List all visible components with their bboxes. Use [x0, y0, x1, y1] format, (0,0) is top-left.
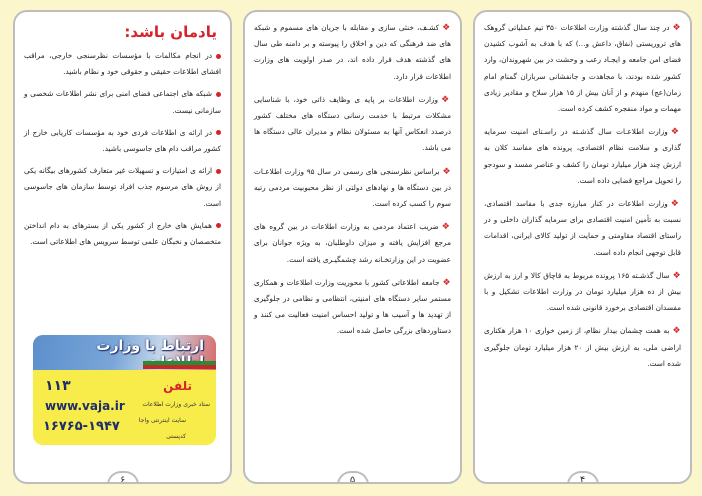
phone-description: ستاد خبری وزارت اطلاعات — [142, 401, 210, 408]
reminder-item: در ارائه ی اطلاعات فردی خود به مؤسسات کاریابی خارج از کشور مراقب دام های جاسوسی باشید. — [24, 127, 221, 154]
diamond-bullet-icon: ❖ — [442, 23, 451, 33]
page-4-paragraph-2: ❖وزارت اطلاعـات سال گذشـته در راسـتای امنیت سرمایه گذاری و سلامت نظام اقتصادی، پرونده های مفاسد کلان به ارزش چند هزار میلیارد تومان را کشف و عناصر مفسد و سودجو را تحویل مراجع قضایی داده است. — [484, 127, 681, 185]
page-4-content — [484, 20, 681, 379]
red-dot-icon — [216, 169, 221, 174]
page-4-paragraph-4: ❖سال گذشـته ۱۶۵ پرونده مربوط به قاچاق کالا و ارز به ارزش بیش از ده هزار میلیارد تومان در وزارت اطلاعات تشکیل و با مفسدان اقتصادی برخورد قانونی شده است. — [484, 270, 682, 313]
reminder-item: در انجام مکالمات با مؤسسات نظرسنجی خارجی، مراقب افشای اطلاعات حقیقی و حقوقی خود و نظام باشید. — [24, 51, 221, 77]
red-dot-icon — [216, 130, 221, 135]
page-5-paragraph-1: ❖کشـف، خنثی سازی و مقابله با جریان های مسموم و شبکه های ضد فرهنگی که دین و اخلاق را پیوسته و بر دامنه طی سال های گذشته هدف قرار داده اند، در صدر اولویت های وزارت اطلاعات قرار دارد. — [254, 23, 451, 81]
diamond-bullet-icon: ❖ — [672, 23, 681, 33]
red-dot-icon — [216, 92, 221, 97]
flag-stripe-red — [143, 365, 216, 369]
website-description: سایت اینترنتی واجا — [138, 417, 186, 424]
page-6-content — [24, 20, 221, 256]
page-number: ۴ — [567, 471, 599, 484]
page-5-content — [254, 20, 451, 347]
page-5-paragraph-2: ❖وزارت اطلاعات بر پایه ی وظایف ذاتی خود، با شناسایی مشکلات مرتبط با خدمت رسانی دستگاه های مختلف کشور درصدد انعکاس آنها به مسئولان نظام و مدیران عالی دستگاه ها می باشد. — [254, 94, 451, 153]
page-number: ۵ — [337, 471, 369, 484]
page-5-panel — [243, 10, 462, 484]
diamond-bullet-icon: ❖ — [442, 277, 451, 288]
red-dot-icon — [216, 223, 221, 228]
phone-number: ۱۱۳ — [45, 378, 71, 394]
page-number: ۶ — [107, 471, 139, 484]
reminder-item: همایش های خارج از کشور یکی از بسترهای به دام انداختن متخصصان و نخبگان علمی توسط سرویس های اطلاعاتی است. — [24, 220, 221, 247]
reminder-item: شبکه های اجتماعی فضای امنی برای نشر اطلاعات شخصی و سازمانی نیست. — [24, 89, 221, 115]
page-4-paragraph-1: ❖در چند سال گذشته وزارت اطلاعات ۳۵۰ تیم عملیاتی گروهک های تروریستی (نفاق، داعش و...) که با هدف به آشوب کشیدن فضای امن جامعه و ایجـاد رعب و وحشت در بین شهروندان، وارد کشور شده بودند، با مجاهدت و جانفشانی سربازان گمنام امام زمان(عج) منهدم و از آنان بیش از ۱۵ هزار سلاح و مقادیر زیادی مهمات و مواد منفجره کشف کرده است. — [484, 23, 681, 114]
diamond-bullet-icon: ❖ — [441, 94, 451, 105]
page-4-paragraph-3: ❖وزارت اطلاعات در کنار مبارزه جدی با مفاسد اقتصادی، نسبت به تأمین امنیت اقتصادی برای سرمایه گذاران داخلی و در راستای اقتصاد مقاومتی و حمایت از تولید کالای ایرانی، اقدامات قابل توجهی انجام داده است. — [484, 199, 681, 257]
postal-code: ۱۶۷۶۵-۱۹۴۷ — [43, 419, 120, 434]
page-5-paragraph-3: ❖براساس نظرسنجی های رسمی در سال ۹۵ وزارت اطلاعـات در بین دستگاه ها و نهادهای دولتی از نظر محبوبیت مردمی رتبه سوم را کسب کرده است. — [254, 166, 451, 209]
diamond-bullet-icon: ❖ — [672, 326, 681, 337]
page-6-panel — [13, 10, 232, 484]
page-6-title: یادمان باشد: — [124, 23, 217, 41]
page-5-paragraph-4: ❖ضریب اعتماد مردمی به وزارت اطلاعات در بین گروه های مرجع افزایش یافته و میزان داوطلبان، به ویژه جوانان برای عضویت در این وزارتخـانه رشد چشمگیـری یافته است. — [254, 222, 451, 264]
contact-card — [33, 335, 216, 445]
diamond-bullet-icon: ❖ — [672, 270, 682, 281]
page-4-panel — [473, 10, 692, 484]
phone-label: تلفن — [163, 379, 192, 393]
page-5-paragraph-5: ❖جامعه اطلاعاتی کشور با محوریت وزارت اطلاعات و همکاری مستمر سایر دستگاه های امنیتی، انتظامی و نظامی در جلوگیری از تهدید ها و آسیب ها و تولید احساس امنیت فعالیت می کنند و دستاوردهای بزرگی حاصل شده است. — [254, 277, 451, 336]
page-4-paragraph-5: ❖به همت چشمان بیدار نظام، از زمین خواری ۱۰ هزار هکتاری اراضی ملی، به ارزش بیش از ۲۰ هزار میلیارد تومان جلوگیری شده است. — [484, 326, 682, 368]
reminder-item: ارائه ی امتیازات و تسهیلات غیر متعارف کشورهای بیگانه یکی از روش های مرسوم جذب افراد توسط سازمان های جاسوسی است. — [24, 166, 221, 208]
diamond-bullet-icon: ❖ — [670, 127, 681, 138]
diamond-bullet-icon: ❖ — [442, 166, 451, 177]
diamond-bullet-icon: ❖ — [670, 199, 681, 210]
website-link[interactable]: www.vaja.ir — [45, 399, 125, 413]
postal-code-description: کدپستی — [166, 433, 186, 440]
diamond-bullet-icon: ❖ — [441, 222, 451, 233]
red-dot-icon — [216, 54, 221, 59]
contact-card-title: ارتباط با وزارت — [96, 338, 204, 354]
